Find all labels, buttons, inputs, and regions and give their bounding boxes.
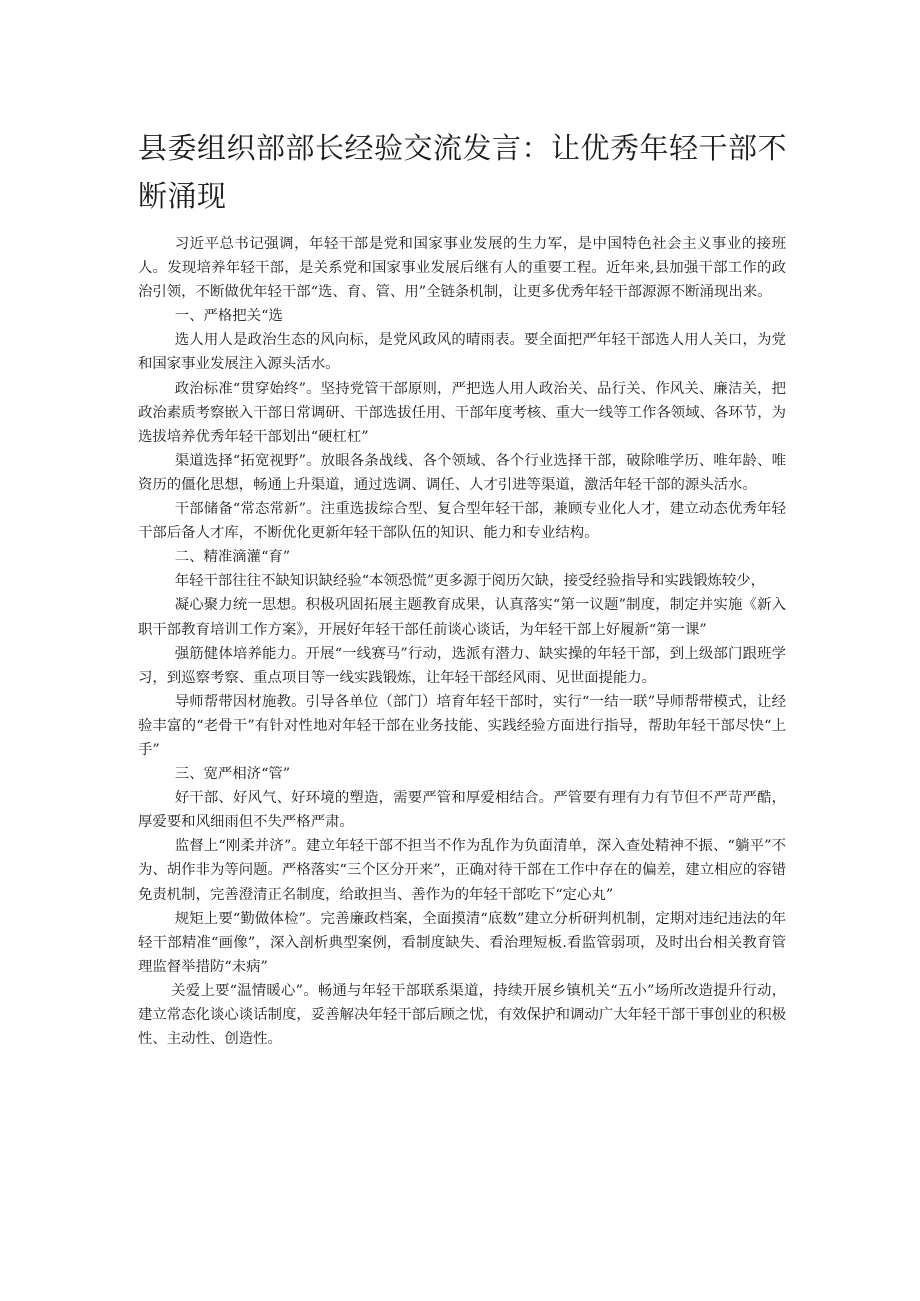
body-paragraph: 凝心聚力统一思想。积极巩固拓展主题教育成果，认真落实“第一议题”制度，制定并实施《新入职干部教育培训工作方案》，开展好年轻干部任前谈心谈话，为年轻干部上好履新“第一课”	[138, 597, 786, 638]
body-paragraph: 监督上“刚柔并济”。建立年轻干部不担当不作为乱作为负面清单，深入查处精神不振、“躺平”不为、胡作非为等问题。严格落实“三个区分开来”，正确对待干部在工作中存在的偏差，建立相应的容错免责机制，完善澄清正名制度，给敢担当、善作为的年轻干部吃下“定心丸”	[138, 838, 786, 903]
body-paragraph: 好干部、好风气、好环境的塑造，需要严管和厚爱相结合。严管要有理有力有节但不严苛严酷，厚爱要和风细雨但不失严格严肃。	[138, 790, 786, 831]
section-heading-2: 二、精准滴灌“育”	[174, 549, 291, 566]
body-paragraph: 选人用人是政治生态的风向标，是党风政风的晴雨表。要全面把严年轻干部选人用人关口，为党和国家事业发展注入源头活水。	[138, 332, 786, 373]
body-paragraph: 政治标准“贯穿始终”。坚持党管干部原则，严把选人用人政治关、品行关、作风关、廉洁关，把政治素质考察嵌入干部日常调研、干部选拔任用、干部年度考核、重大一线等工作各领域、各环节，为选拔培养优秀年轻干部划出“硬杠杠”	[138, 380, 786, 445]
body-paragraph: 渠道选择“拓宽视野”。放眼各条战线、各个领域、各个行业选择干部，破除唯学历、唯年龄、唯资历的僵化思想，畅通上升渠道，通过选调、调任、人才引进等渠道，激活年轻干部的源头活水。	[138, 452, 786, 493]
body-paragraph: 年轻干部往往不缺知识缺经验“本领恐慌”更多源于阅历欠缺，接受经验指导和实践锻炼较少，	[174, 573, 766, 590]
body-paragraph: 干部储备“常态常新”。注重选拔综合型、复合型年轻干部，兼顾专业化人才，建立动态优秀年轻干部后备人才库，不断优化更新年轻干部队伍的知识、能力和专业结构。	[138, 501, 786, 542]
body-paragraph: 关爱上要“温情暖心”。畅通与年轻干部联系渠道，持续开展乡镇机关“五小”场所改造提升行动，建立常态化谈心谈话制度，妥善解决年轻干部后顾之忧，有效保护和调动广大年轻干部干事创业的积极性、主动性、创造性。	[138, 982, 786, 1048]
body-paragraph: 规矩上要“勤做体检”。完善廉政档案，全面摸清“底数”建立分析研判机制，定期对违纪违法的年轻干部精准“画像”，深入剖析典型案例，看制度缺失、看治理短板.看监管弱项，及时出台相关教育管理监督举措防“未病”	[138, 910, 786, 975]
document-title: 县委组织部部长经验交流发言：让优秀年轻干部不断涌现	[138, 131, 788, 213]
intro-paragraph: 习近平总书记强调，年轻干部是党和国家事业发展的生力军，是中国特色社会主义事业的接班人。发现培养年轻干部，是关系党和国家事业发展后继有人的重要工程。近年来,县加强干部工作的政治引领，不断做优年轻干部“选、育、管、用”全链条机制，让更多优秀年轻干部源源不断涌现出来。	[138, 236, 786, 301]
section-heading-3: 三、宽严相济“管”	[174, 766, 291, 783]
body-paragraph: 强筋健体培养能力。开展“一线赛马”行动，选派有潜力、缺实操的年轻干部，到上级部门跟班学习，到巡察考察、重点项目等一线实践锻炼，让年轻干部经风雨、见世面提能力。	[138, 645, 786, 686]
body-paragraph: 导师帮带因材施教。引导各单位（部门）培育年轻干部时，实行“一结一联”导师帮带模式，让经验丰富的“老骨干”有针对性地对年轻干部在业务技能、实践经验方面进行指导，帮助年轻干部尽快“上手”	[138, 693, 786, 758]
section-heading-1: 一、严格把关“选	[174, 308, 283, 325]
document-body	[138, 232, 786, 1051]
